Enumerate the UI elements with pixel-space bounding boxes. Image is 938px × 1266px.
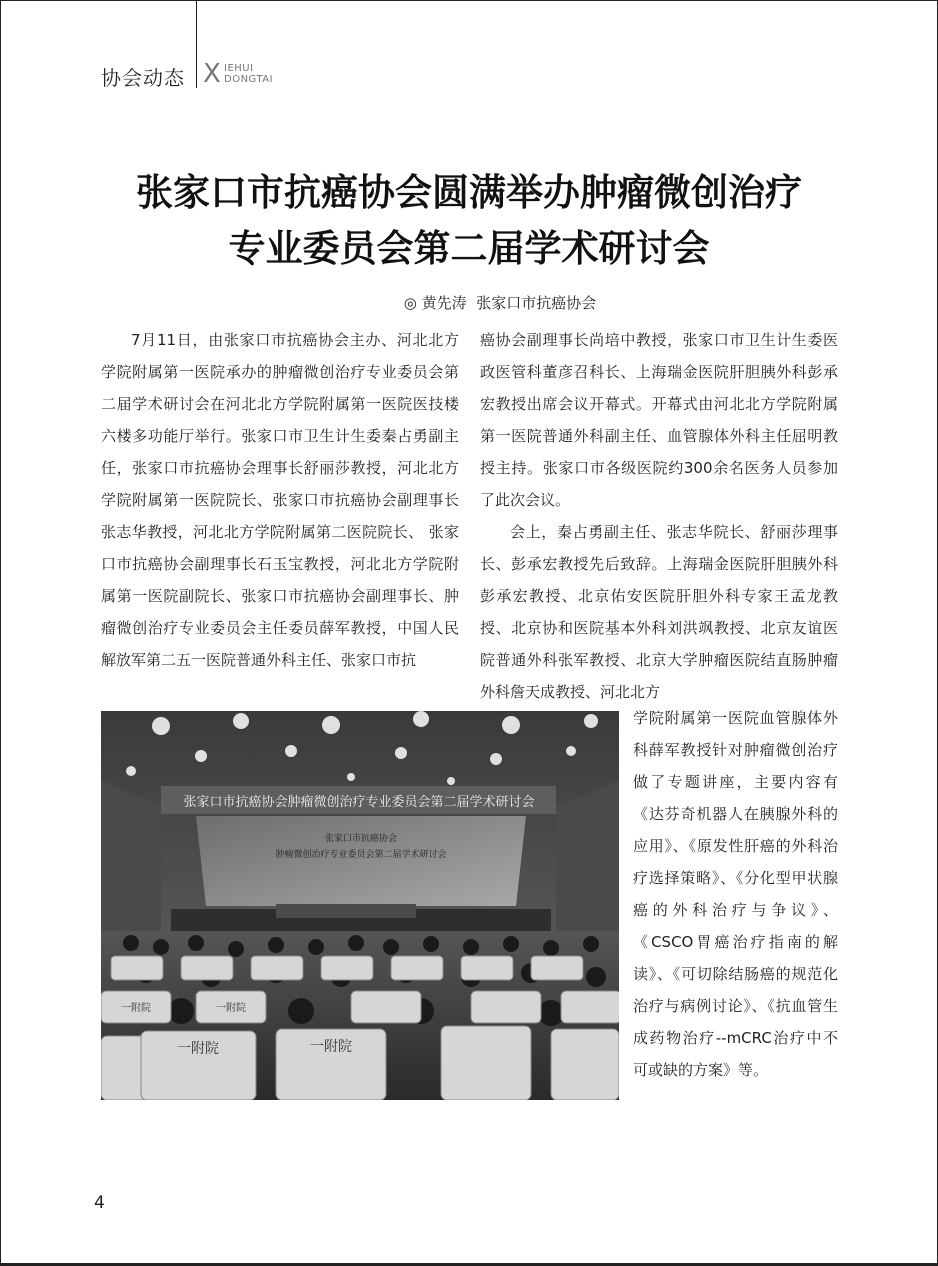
section-pinyin-line2: DONGTAI	[224, 74, 274, 85]
byline-mark: ◎	[403, 294, 417, 312]
photo-seat-label-1: 一附院	[177, 1041, 219, 1057]
photo-seat-label-2: 一附院	[310, 1039, 352, 1055]
article-title-line2: 专业委员会第二届学术研讨会	[228, 226, 710, 270]
article-title-line1: 张家口市抗癌协会圆满举办肿瘤微创治疗	[136, 170, 802, 214]
section-separator	[196, 62, 197, 86]
conference-photo	[101, 711, 619, 1100]
byline	[300, 292, 700, 313]
paragraph-2: 会上，秦占勇副主任、张志华院长、舒丽莎理事长、彭承宏教授先后致辞。上海瑞金医院肝胆胰外科彭承宏教授、北京佑安医院肝胆外科专家王孟龙教授、北京协和医院基本外科刘洪飒教授、北京友谊医院普通外科张军教授、北京大学肿瘤医院结直肠肿瘤外科詹天成教授、河北北方	[480, 523, 838, 701]
column-left	[101, 324, 459, 676]
photo-seat-label-3: 一附院	[216, 1003, 246, 1014]
photo-banner-text: 张家口市抗癌协会肿瘤微创治疗专业委员会第二届学术研讨会	[183, 795, 535, 810]
section-pinyin	[224, 63, 273, 85]
article-title	[60, 164, 878, 276]
page-number: 4	[94, 1193, 105, 1213]
photo-screen-line1: 张家口市抗癌协会	[324, 834, 398, 844]
section-pinyin-line1: IEHUI	[224, 63, 254, 74]
paragraph-1-continued: 癌协会副理事长尚培中教授，张家口市卫生计生委医政医管科董彦召科长、上海瑞金医院肝胆胰外科彭承宏教授出席会议开幕式。开幕式由河北北方学院附属第一医院普通外科副主任、血管腺体外科主任屈明教授主持。张家口市各级医院约300余名医务人员参加了此次会议。	[480, 331, 838, 509]
section-initial: X	[203, 59, 221, 89]
section-title: 协会动态	[101, 66, 185, 90]
paragraph-2-continued: 学院附属第一医院血管腺体外科薛军教授针对肿瘤微创治疗做了专题讲座，主要内容有《达芬奇机器人在胰腺外科的应用》、《原发性肝癌的外科治疗选择策略》、《分化型甲状腺癌的外科治疗与争议》、《CSCO胃癌治疗指南的解读》、《可切除结肠癌的规范化治疗与病例讨论》、《抗血管生成药物治疗--mCRC治疗中不可或缺的方案》等。	[633, 709, 838, 1079]
column-right-narrow	[633, 702, 838, 1086]
byline-author: 黄先涛 张家口市抗癌协会	[421, 294, 597, 312]
photo-seat-label-4: 一附院	[121, 1003, 151, 1014]
column-right	[480, 324, 838, 708]
photo-screen-line2: 肿瘤微创治疗专业委员会第二届学术研讨会	[275, 850, 447, 860]
paragraph-1: 7月11日，由张家口市抗癌协会主办、河北北方学院附属第一医院承办的肿瘤微创治疗专业委员会第二届学术研讨会在河北北方学院附属第一医院医技楼六楼多功能厅举行。张家口市卫生计生委秦占勇副主任，张家口市抗癌协会理事长舒丽莎教授，河北北方学院附属第一医院院长、张家口市抗癌协会副理事长张志华教授，河北北方学院附属第二医院院长、 张家口市抗癌协会副理事长石玉宝教授，河北北方学院附属第一医院副院长、张家口市抗癌协会副理事长、肿瘤微创治疗专业委员会主任委员薛军教授，中国人民解放军第二五一医院普通外科主任、张家口市抗	[101, 331, 459, 669]
